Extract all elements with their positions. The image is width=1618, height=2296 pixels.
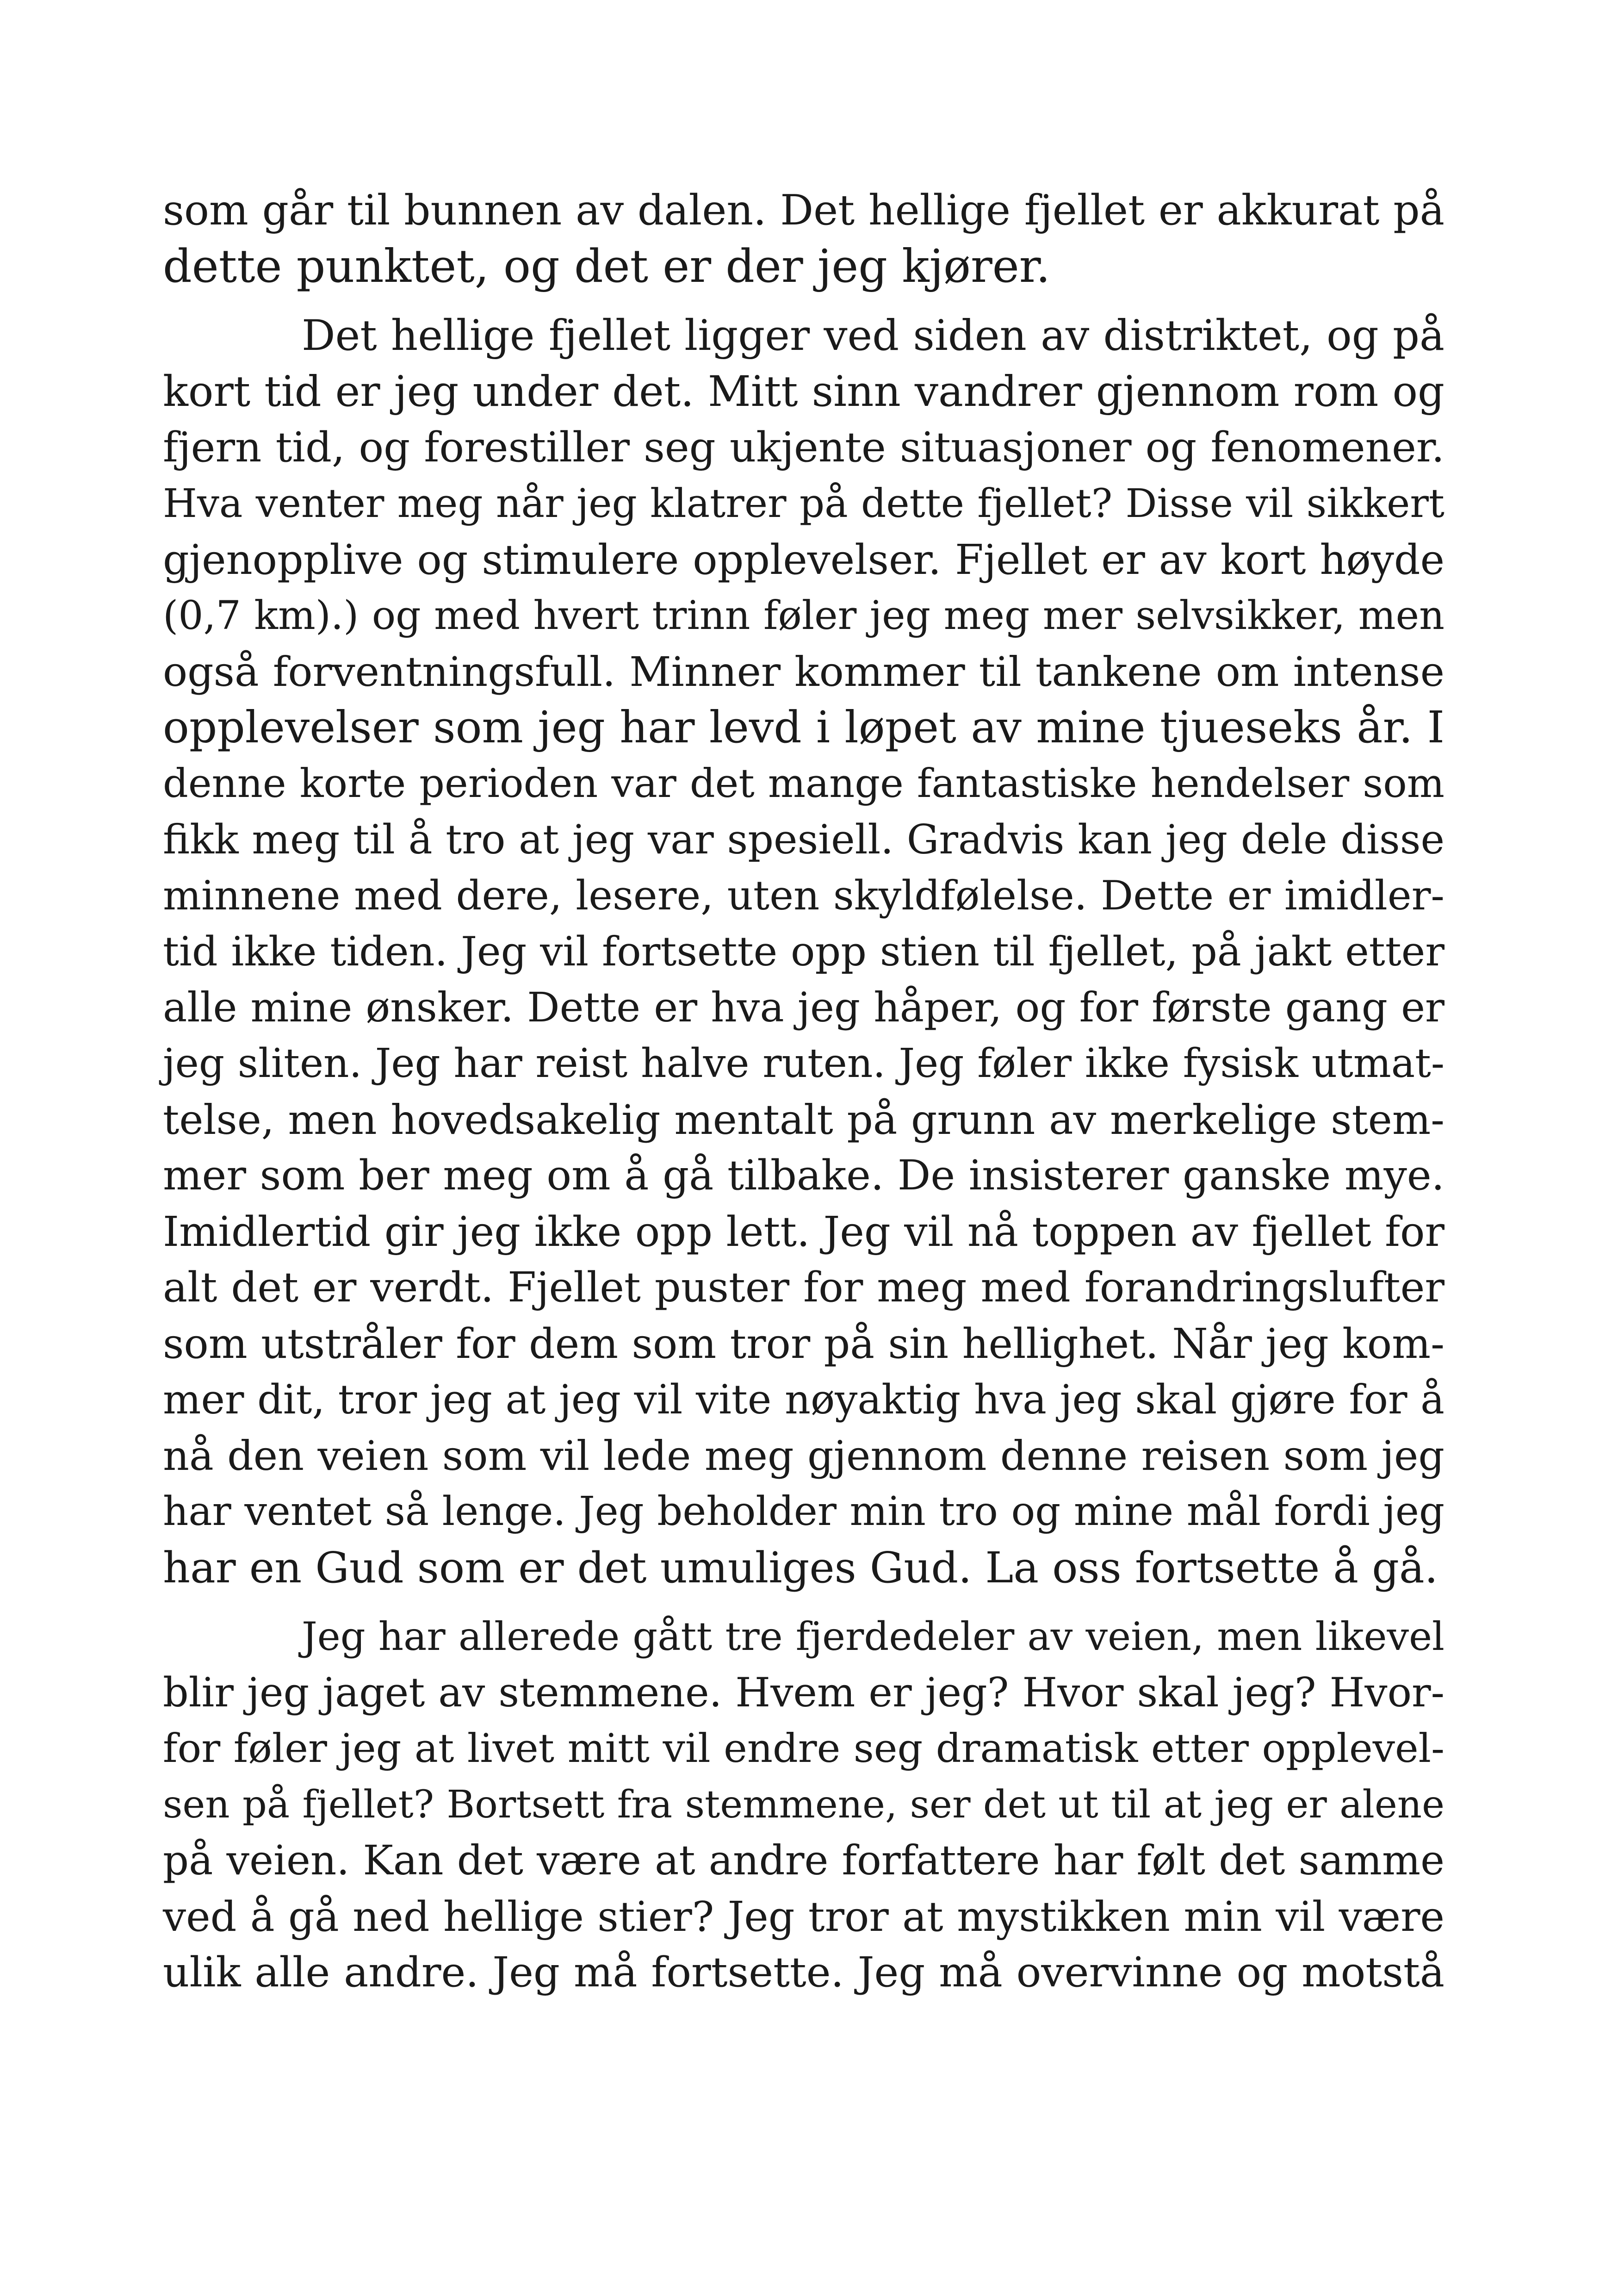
body-text xyxy=(163,183,1444,2001)
text-line: blir jeg jaget av stemmene. Hvem er jeg? Hvor skal jeg? Hvor- xyxy=(163,1669,1444,1716)
paragraph xyxy=(163,308,1444,1596)
text-line: gjenopplive og stimulere opplevelser. Fjellet er av kort høyde xyxy=(163,536,1444,584)
paragraph xyxy=(163,1609,1444,2001)
text-line: Jeg har allerede gått tre fjerdedeler av veien, men likevel xyxy=(302,1614,1444,1659)
text-line: som går til bunnen av dalen. Det hellige fjellet er akkurat på xyxy=(163,187,1444,235)
paragraph-gap xyxy=(163,1596,1444,1609)
text-line: mer som ber meg om å gå tilbake. De insisterer ganske mye. xyxy=(163,1151,1444,1200)
paragraph xyxy=(163,183,1444,295)
text-line: ved å gå ned hellige stier? Jeg tror at mystikken min vil være xyxy=(163,1893,1444,1941)
text-line: har ventet så lenge. Jeg beholder min tro og mine mål fordi jeg xyxy=(163,1488,1444,1535)
text-line: sen på fjellet? Bortsett fra stemmene, ser det ut til at jeg er alene xyxy=(163,1782,1444,1827)
text-line: Imidlertid gir jeg ikke opp lett. Jeg vil nå toppen av fjellet for xyxy=(163,1207,1444,1256)
text-line: ulik alle andre. Jeg må fortsette. Jeg må overvinne og motstå xyxy=(163,1948,1444,1997)
text-line: som utstråler for dem som tror på sin hellighet. Når jeg kom- xyxy=(163,1320,1444,1368)
text-line: nå den veien som vil lede meg gjennom denne reisen som jeg xyxy=(163,1432,1444,1480)
text-line: fjern tid, og forestiller seg ukjente situasjoner og fenomener. xyxy=(163,423,1444,472)
text-line: har en Gud som er det umuliges Gud. La oss fortsette å gå. xyxy=(163,1543,1438,1593)
text-line: alle mine ønsker. Dette er hva jeg håper, og for første gang er xyxy=(163,984,1444,1031)
text-line: Det hellige fjellet ligger ved siden av distriktet, og på xyxy=(302,311,1444,360)
paragraph-gap xyxy=(163,295,1444,308)
text-line: på veien. Kan det være at andre forfattere har følt det samme xyxy=(163,1837,1444,1884)
text-line: også forventningsfull. Minner kommer til tankene om intense xyxy=(163,648,1444,696)
text-line: jeg sliten. Jeg har reist halve ruten. Jeg føler ikke fysisk utmat- xyxy=(163,1040,1444,1087)
text-line: for føler jeg at livet mitt vil endre seg dramatisk etter opplevel- xyxy=(163,1726,1444,1772)
text-line: opplevelser som jeg har levd i løpet av mine tjueseks år. I xyxy=(163,702,1444,753)
text-line: minnene med dere, lesere, uten skyldfølelse. Dette er imidler- xyxy=(163,872,1444,919)
text-line: alt det er verdt. Fjellet puster for meg med forandringslufter xyxy=(163,1263,1444,1312)
text-line: dette punktet, og det er der jeg kjører. xyxy=(163,240,1051,293)
text-line: kort tid er jeg under det. Mitt sinn vandrer gjennom rom og xyxy=(163,367,1444,416)
text-line: denne korte perioden var det mange fantastiske hendelser som xyxy=(163,760,1444,807)
text-line: telse, men hovedsakelig mentalt på grunn av merkelige stem- xyxy=(163,1096,1444,1144)
text-line: mer dit, tror jeg at jeg vil vite nøyaktig hva jeg skal gjøre for å xyxy=(163,1376,1444,1423)
text-line: (0,7 km).) og med hvert trinn føler jeg meg mer selvsikker, men xyxy=(163,593,1444,639)
text-line: tid ikke tiden. Jeg vil fortsette opp stien til fjellet, på jakt etter xyxy=(163,928,1444,975)
text-line: fikk meg til å tro at jeg var spesiell. Gradvis kan jeg dele disse xyxy=(163,816,1444,863)
text-line: Hva venter meg når jeg klatrer på dette fjellet? Disse vil sikkert xyxy=(163,481,1444,527)
